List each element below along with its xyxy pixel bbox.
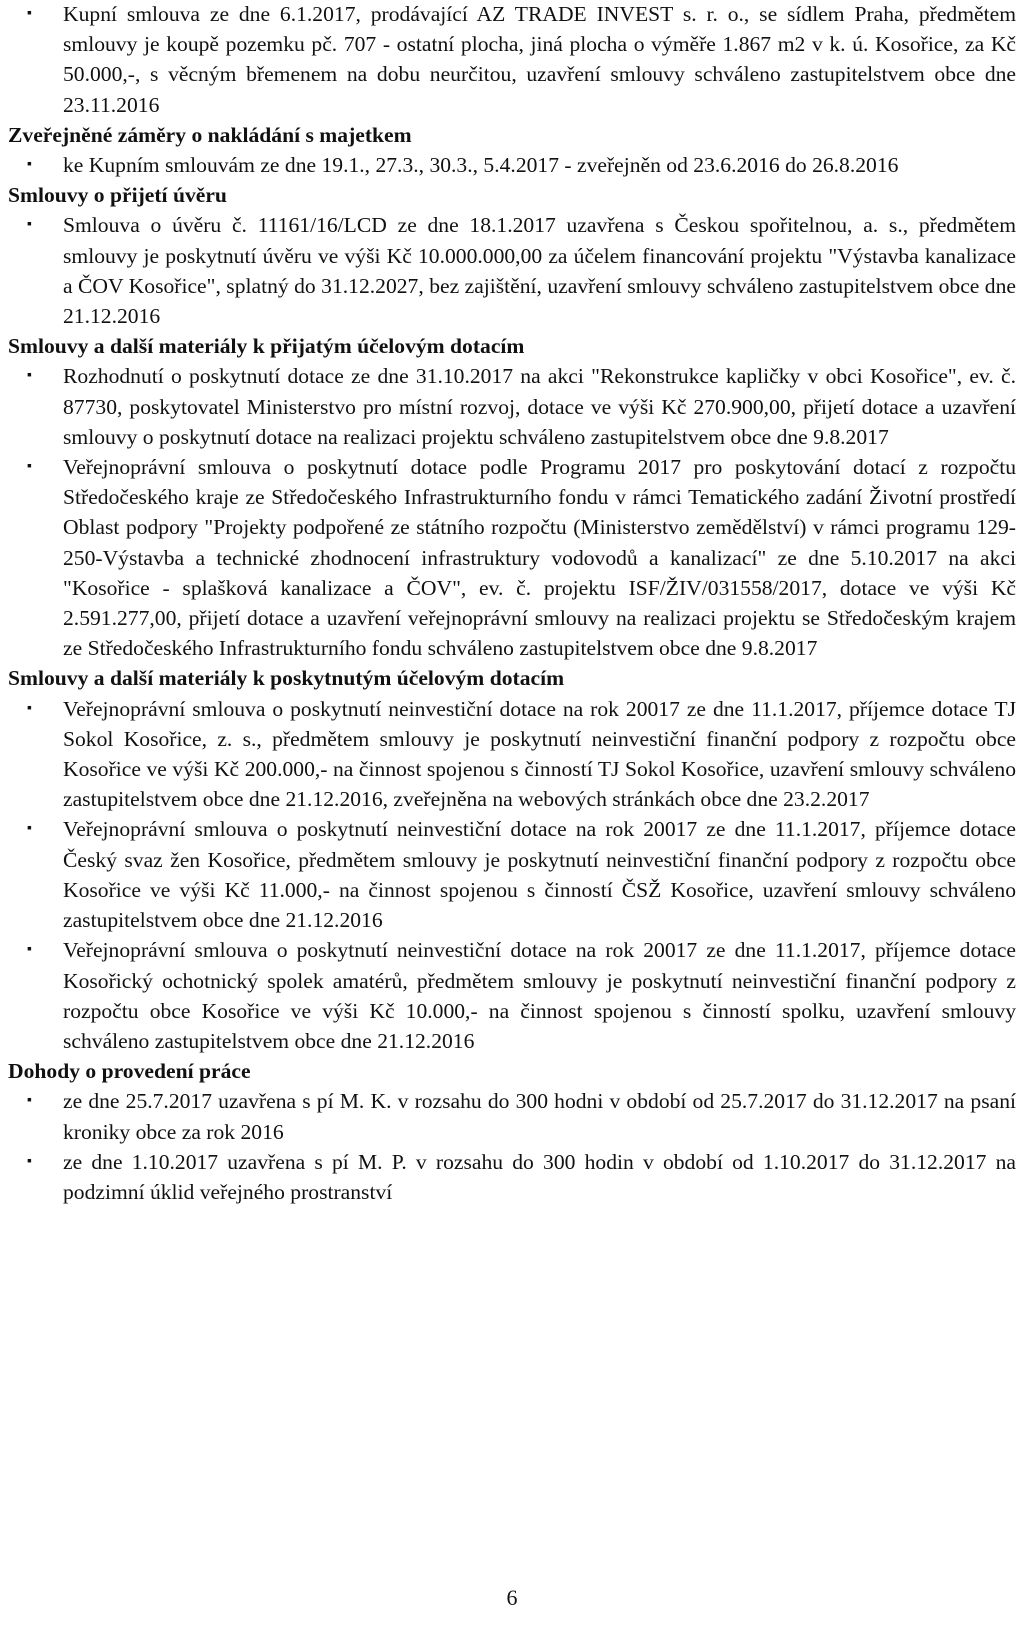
list-item (8, 1147, 1016, 1207)
list-item (8, 935, 1016, 1056)
list-item (8, 814, 1016, 935)
bullet-icon: ▪ (27, 1093, 32, 1109)
section-heading: Dohody o provedení práce (8, 1059, 251, 1084)
list-item (8, 210, 1016, 331)
bullet-icon: ▪ (27, 6, 32, 21)
list-item-text: Veřejnoprávní smlouva o poskytnutí neinvestiční dotace na rok 20017 ze dne 11.1.2017, příjemce dotace TJ Sokol Kosořice, z. s., předmětem smlouvy je poskytnutí neinvestiční finanční podpory z rozpočtu obce Kosořice ve výši Kč 200.000,- na činnost spojenou s činností TJ Sokol Kosořice, uzavření smlouvy schváleno zastupitelstvem obce dne 21.12.2016, zveřejněna na webových stránkách obce dne 23.2.2017 (63, 696, 1016, 812)
section-heading: Smlouvy a další materiály k poskytnutým účelovým dotacím (8, 666, 565, 691)
bullet-icon: ▪ (27, 217, 32, 233)
list-item-text: Veřejnoprávní smlouva o poskytnutí neinvestiční dotace na rok 20017 ze dne 11.1.2017, příjemce dotace Kosořický ochotnický spolek amatérů, předmětem smlouvy je poskytnutí neinvestiční finanční podpory z rozpočtu obce Kosořice ve výši Kč 10.000,- na činnost spojenou s činností spolku, uzavření smlouvy schváleno zastupitelstvem obce dne 21.12.2016 (63, 938, 1016, 1053)
bullet-icon: ▪ (27, 821, 32, 837)
list-item-text: Veřejnoprávní smlouva o poskytnutí dotace podle Programu 2017 pro poskytování dotací z rozpočtu Středočeského kraje ze Středočeského Infrastrukturního fondu v rámci Tematického zadání Životní prostředí Oblast podpory "Projekty podpořené ze státního rozpočtu (Ministerstvo zemědělství) v rámci programu 129-250-Výstavba a technické zhodnocení infrastruktury vodovodů a kanalizací" ze dne 5.10.2017 na akci "Kosořice - splašková kanalizace a ČOV", ev. č. projektu ISF/ŽIV/031558/2017, dotace ve výši Kč 2.591.277,00, přijetí dotace a uzavření veřejnoprávní smlouvy na realizaci projektu se Středočeským krajem ze Středočeského Infrastrukturního fondu schváleno zastupitelstvem obce dne 9.8.2017 (63, 455, 1016, 661)
list-item-text: ze dne 1.10.2017 uzavřena s pí M. P. v rozsahu do 300 hodin v období od 1.10.2017 do 31.12.2017 na podzimní úklid veřejného prostranství (63, 1149, 1016, 1204)
bullet-icon: ▪ (27, 157, 32, 173)
list-item (8, 150, 1016, 180)
bullet-icon: ▪ (27, 700, 32, 716)
list-item-text: Smlouva o úvěru č. 11161/16/LCD ze dne 18.1.2017 uzavřena s Českou spořitelnou, a. s., předmětem smlouvy je poskytnutí úvěru ve výši Kč 10.000.000,00 za účelem financování projektu "Výstavba kanalizace a ČOV Kosořice", splatný do 31.12.2027, bez zajištění, uzavření smlouvy schváleno zastupitelstvem obce dne 21.12.2016 (63, 213, 1016, 329)
list-item (8, 694, 1016, 815)
section-heading: Smlouvy o přijetí úvěru (8, 183, 227, 208)
list-item (8, 452, 1016, 663)
list-item-text: Veřejnoprávní smlouva o poskytnutí neinvestiční dotace na rok 20017 ze dne 11.1.2017, příjemce dotace Český svaz žen Kosořice, předmětem smlouvy je poskytnutí neinvestiční finanční podpory z rozpočtu obce Kosořice ve výši Kč 11.000,- na činnost spojenou s činností ČSŽ Kosořice, uzavření smlouvy schváleno zastupitelstvem obce dne 21.12.2016 (63, 817, 1016, 933)
document-page (8, 0, 1016, 1207)
bullet-icon: ▪ (27, 459, 32, 475)
list-item (8, 0, 1016, 120)
bullet-icon: ▪ (27, 942, 32, 958)
list-item (8, 1086, 1016, 1146)
section-heading: Smlouvy a další materiály k přijatým účelovým dotacím (8, 334, 525, 359)
list-item-text: ke Kupním smlouvám ze dne 19.1., 27.3., 30.3., 5.4.2017 - zveřejněn od 23.6.2016 do 26.8.2016 (63, 153, 899, 178)
list-item (8, 361, 1016, 452)
page-number: 6 (506, 1585, 518, 1610)
bullet-icon: ▪ (27, 368, 32, 384)
list-item-text: Kupní smlouva ze dne 6.1.2017, prodávající AZ TRADE INVEST s. r. o., se sídlem Praha, předmětem smlouvy je koupě pozemku pč. 707 - ostatní plocha, jiná plocha o výměře 1.867 m2 v k. ú. Kosořice, za Kč 50.000,-, s věcným břemenem na dobu neurčitou, uzavření smlouvy schváleno zastupitelstvem obce dne 23.11.2016 (63, 2, 1016, 117)
list-item-text: ze dne 25.7.2017 uzavřena s pí M. K. v rozsahu do 300 hodni v období od 25.7.2017 do 31.12.2017 na psaní kroniky obce za rok 2016 (63, 1089, 1016, 1144)
bullet-icon: ▪ (27, 1153, 32, 1169)
list-item-text: Rozhodnutí o poskytnutí dotace ze dne 31.10.2017 na akci "Rekonstrukce kapličky v obci Kosořice", ev. č. 87730, poskytovatel Ministerstvo pro místní rozvoj, dotace ve výši Kč 270.900,00, přijetí dotace a uzavření smlouvy o poskytnutí dotace na realizaci projektu schváleno zastupitelstvem obce dne 9.8.2017 (63, 364, 1016, 449)
section-heading: Zveřejněné záměry o nakládání s majetkem (8, 122, 412, 147)
